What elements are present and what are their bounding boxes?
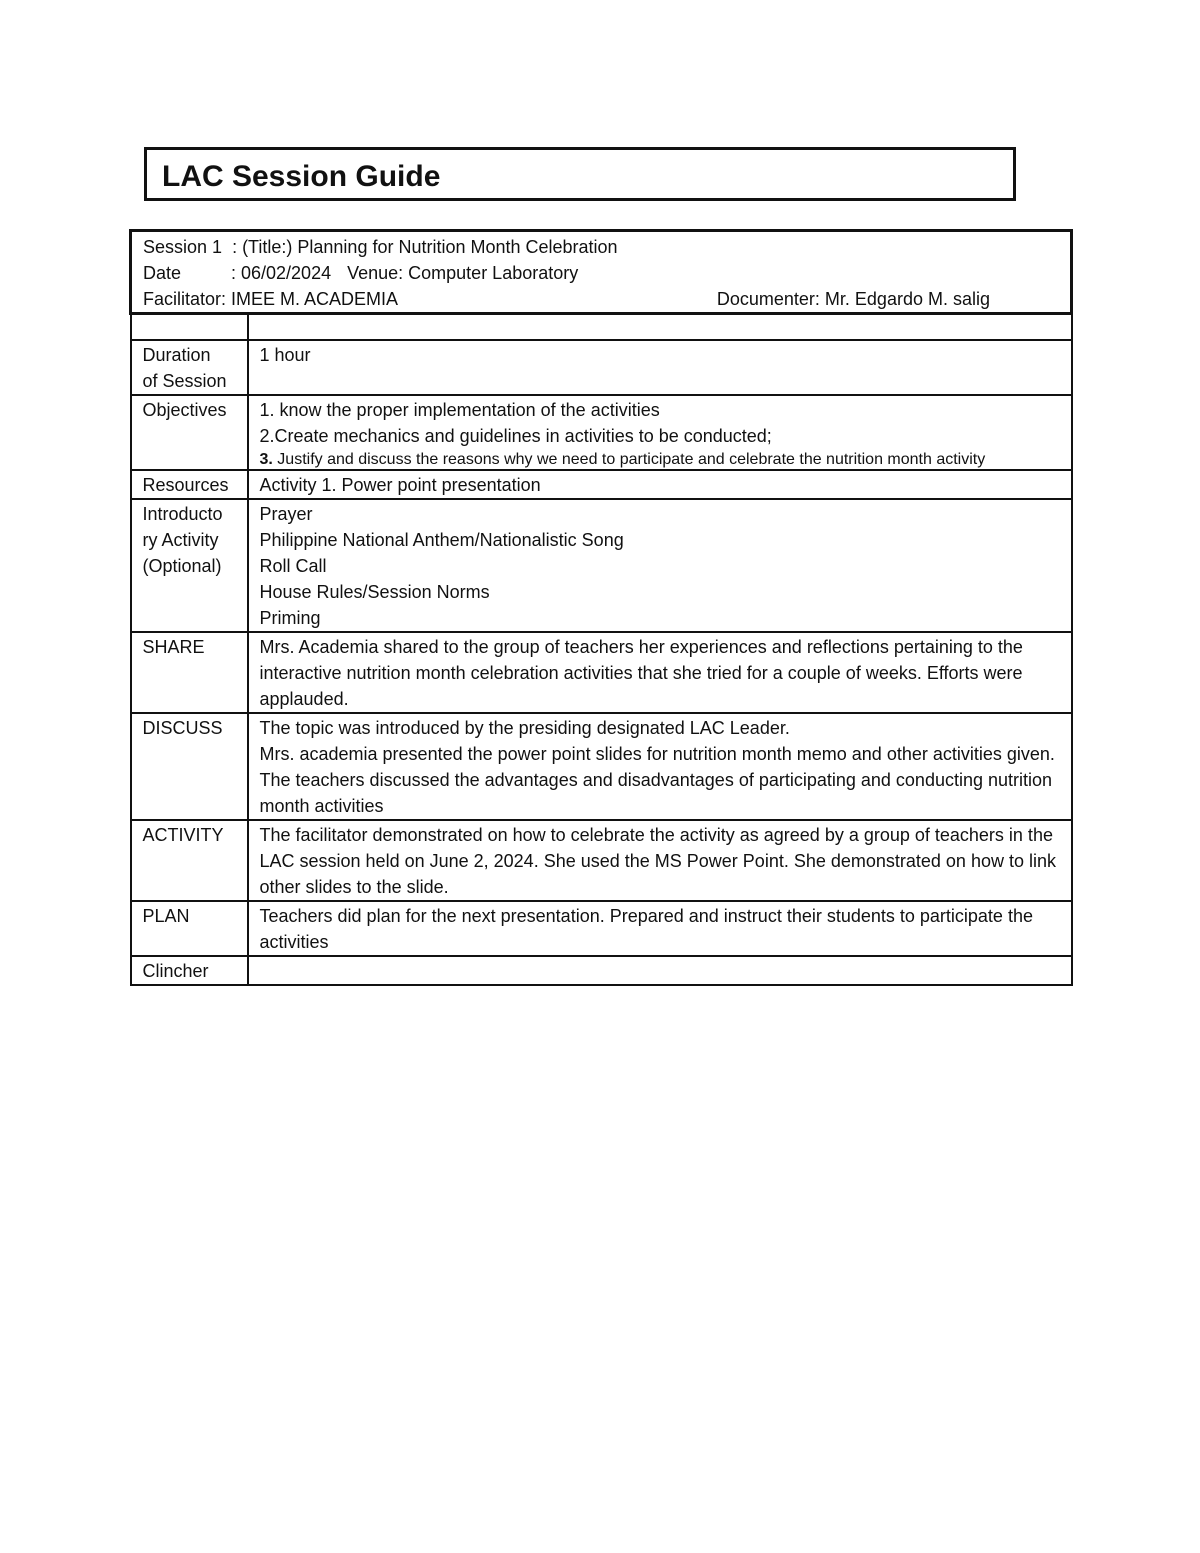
clincher-row xyxy=(131,956,1072,985)
introductory-label-line: Introducto xyxy=(142,504,223,524)
venue: Venue: Computer Laboratory xyxy=(347,263,579,283)
session-title: : (Title:) Planning for Nutrition Month Celebration xyxy=(232,237,618,257)
documenter: Documenter: Mr. Edgardo M. salig xyxy=(716,289,990,309)
duration-label-line: of Session xyxy=(142,371,227,391)
session-guide-table xyxy=(129,229,1073,986)
introductory-value xyxy=(248,499,1072,632)
discuss-line: Mrs. academia presented the power point slides for nutrition month memo and other activities given. xyxy=(259,744,1055,764)
objective-text: Justify and discuss the reasons why we need to participate and celebrate the nutrition month activity xyxy=(272,451,986,468)
duration-row xyxy=(131,340,1072,395)
objective-item xyxy=(260,451,1061,469)
share-value: Mrs. Academia shared to the group of teachers her experiences and reflections pertaining to the interactive nutrition month celebration activities that she tried for a couple of weeks. Efforts were applauded. xyxy=(248,632,1072,713)
discuss-line: The teachers discussed the advantages and disadvantages of participating and conducting nutrition month activities xyxy=(259,770,1053,816)
introductory-item: Philippine National Anthem/Nationalistic Song xyxy=(259,530,624,550)
empty-cell xyxy=(131,314,248,341)
objective-item: 2.Create mechanics and guidelines in activities to be conducted; xyxy=(259,426,772,446)
clincher-value xyxy=(248,956,1072,985)
duration-value: 1 hour xyxy=(248,340,1072,395)
activity-label: ACTIVITY xyxy=(131,820,248,901)
objective-number: 3. xyxy=(259,451,273,468)
header-row xyxy=(131,231,1072,314)
session-label: Session 1 xyxy=(143,237,223,257)
resources-row xyxy=(131,470,1072,499)
clincher-label: Clincher xyxy=(131,956,248,985)
date-value: : 06/02/2024 xyxy=(231,263,332,283)
share-row xyxy=(131,632,1072,713)
empty-cell xyxy=(248,314,1072,341)
empty-row xyxy=(131,314,1072,341)
title-box xyxy=(144,147,1016,201)
introductory-label xyxy=(131,499,248,632)
resources-value: Activity 1. Power point presentation xyxy=(248,470,1072,499)
activity-value: The facilitator demonstrated on how to celebrate the activity as agreed by a group of teachers in the LAC session held on June 2, 2024. She used the MS Power Point. She demonstrated on how to link other slides to the slide. xyxy=(248,820,1072,901)
discuss-line: The topic was introduced by the presiding designated LAC Leader. xyxy=(259,718,790,738)
introductory-item: Priming xyxy=(259,608,321,628)
activity-row xyxy=(131,820,1072,901)
session-header-cell xyxy=(131,231,1072,314)
objectives-value xyxy=(248,395,1072,470)
objectives-row xyxy=(131,395,1072,470)
plan-value: Teachers did plan for the next presentation. Prepared and instruct their students to participate the activities xyxy=(248,901,1072,956)
introductory-item: House Rules/Session Norms xyxy=(259,582,490,602)
discuss-row xyxy=(131,713,1072,820)
facilitator-line xyxy=(143,286,1060,312)
session-line xyxy=(143,234,1060,260)
date-label: Date xyxy=(143,263,182,283)
share-label: SHARE xyxy=(131,632,248,713)
objective-item: 1. know the proper implementation of the activities xyxy=(259,400,660,420)
introductory-item: Prayer xyxy=(259,504,313,524)
duration-label-line: Duration xyxy=(142,345,211,365)
objectives-label: Objectives xyxy=(131,395,248,470)
discuss-value xyxy=(248,713,1072,820)
plan-label: PLAN xyxy=(131,901,248,956)
date-line xyxy=(143,260,1060,286)
facilitator: Facilitator: IMEE M. ACADEMIA xyxy=(143,289,399,309)
document-title: LAC Session Guide xyxy=(162,160,441,193)
introductory-item: Roll Call xyxy=(259,556,327,576)
resources-label: Resources xyxy=(131,470,248,499)
introductory-row xyxy=(131,499,1072,632)
duration-label xyxy=(131,340,248,395)
introductory-label-line: ry Activity xyxy=(142,530,219,550)
introductory-label-line: (Optional) xyxy=(142,556,222,576)
plan-row xyxy=(131,901,1072,956)
discuss-label: DISCUSS xyxy=(131,713,248,820)
